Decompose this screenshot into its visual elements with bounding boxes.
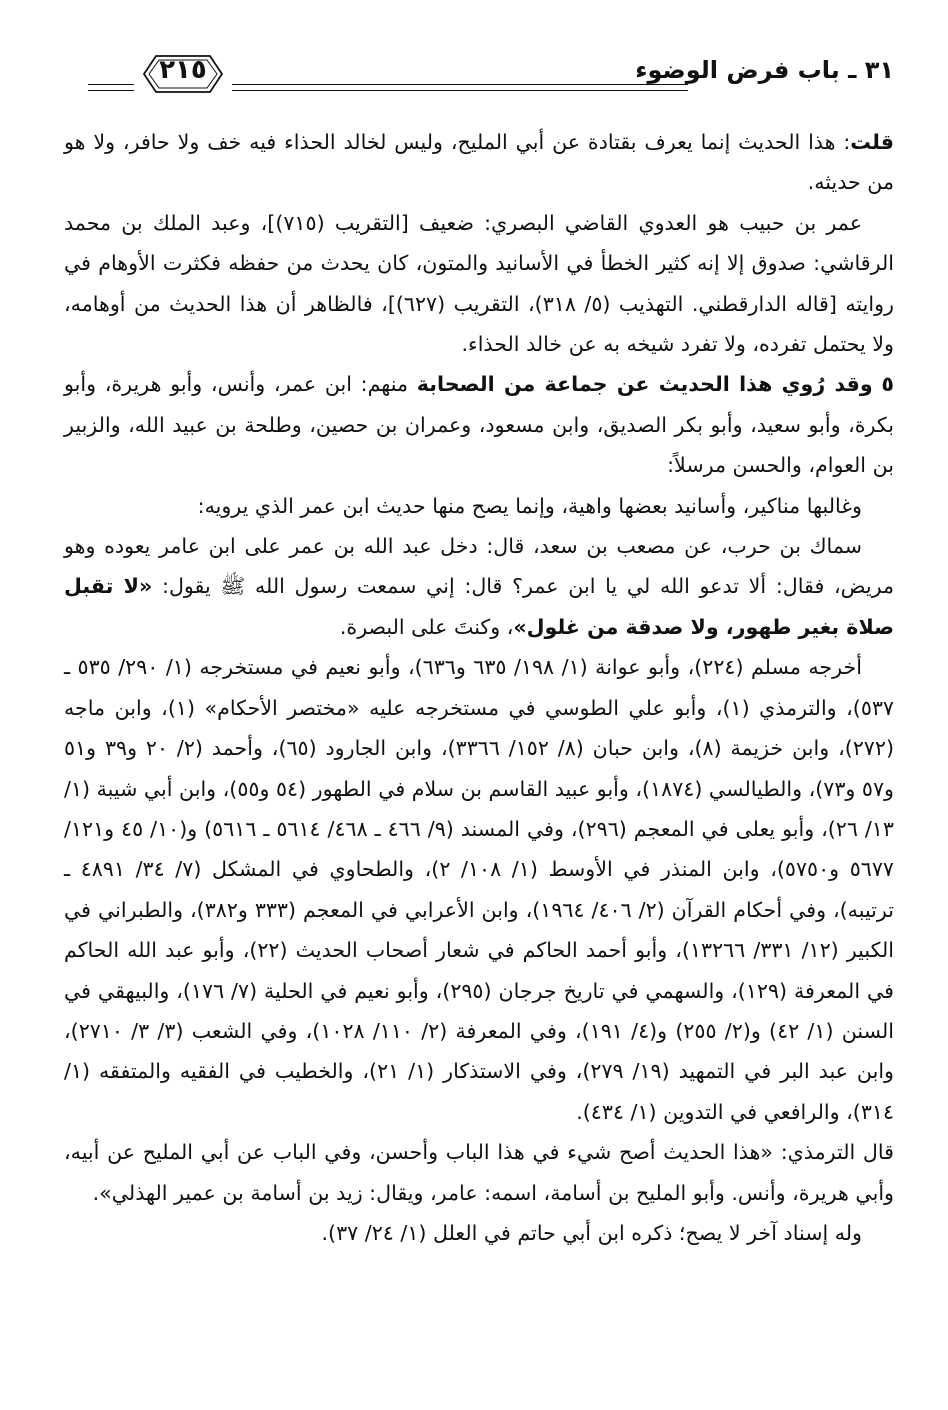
page-header	[88, 52, 894, 100]
bold-lead: وقد رُوي هذا الحديث عن جماعة من الصحابة	[416, 372, 873, 397]
paragraph-text: : هذا الحديث إنما يعرف بقتادة عن أبي المليح، وليس لخالد الحذاء فيه خف ولا حافر، ولا هو من حديثه.	[64, 130, 894, 195]
note-label: قلت	[850, 130, 894, 154]
paragraph	[64, 364, 894, 485]
header-rule	[232, 90, 688, 91]
page-body	[64, 122, 894, 1253]
paragraph: قال الترمذي: «هذا الحديث أصح شيء في هذا الباب وأحسن، وفي الباب عن أبي المليح عن أبيه، وأبي هريرة، وأنس. وأبو المليح بن أسامة، اسمه: عامر، ويقال: زيد بن أسامة بن عمير الهذلي».	[64, 1140, 894, 1205]
paragraph	[64, 526, 894, 647]
page-number-frame	[134, 52, 232, 96]
paragraph: أخرجه مسلم (٢٢٤)، وأبو عوانة (١/ ١٩٨/ ٦٣٥ و٦٣٦)، وأبو نعيم في مستخرجه (١/ ٢٩٠/ ٥٣٥ ـ ٥٣٧)، والترمذي (١)، وأبو علي الطوسي في مستخرجه عليه «مختصر الأحكام» (١)، وابن ماجه (٢٧٢)، وابن خزيمة (٨)، وابن حبان (٨/ ١٥٢/ ٣٣٦٦)، وابن الجارود (٦٥)، وأحمد (٢/ ٢٠ و٣٩ و٥١ و٥٧ و٧٣)، والطيالسي (١٨٧٤)، وأبو عبيد القاسم بن سلام في الطهور (٥٤ و٥٥)، وابن أبي شيبة (١/ ١٣/ ٢٦)، وأبو يعلى في المعجم (٢٩٦)، وفي المسند (٩/ ٤٦٦ ـ ٤٦٨/ ٥٦١٤ ـ ٥٦١٦) و(١٠/ ٤٥ و١٢١/ ٥٦٧٧ و٥٧٥٠)، وابن المنذر في الأوسط (١/ ١٠٨/ ٢)، والطحاوي في المشكل (٧/ ٣٤/ ٤٨٩١ ـ ترتيبه)، وفي أحكام القرآن (٢/ ٤٠٦/ ١٩٦٤)، وابن الأعرابي في المعجم (٣٣٣ و٣٨٢)، والطبراني في الكبير (١٢/ ٣٣١/ ١٣٢٦٦)، وأبو أحمد الحاكم في شعار أصحاب الحديث (٢٢)، وأبو عبد الله الحاكم في المعرفة (١٢٩)، والسهمي في تاريخ جرجان (٢٩٥)، وأبو نعيم في الحلية (٧/ ١٧٦)، والبيهقي في السنن (١/ ٤٢) و(٢/ ٢٥٥) و(٤/ ١٩١)، وفي المعرفة (٢/ ١١٠/ ١٠٢٨)، وفي الشعب (٣/ ٣/ ٢٧١٠)، وابن عبد البر في التمهيد (١٩/ ٢٧٩)، وفي الاستذكار (١/ ٢١)، والخطيب في الفقيه والمتفقه (١/ ٣١٤)، والرافعي في التدوين (١/ ٤٣٤).	[64, 655, 894, 1124]
paragraph-text: سماك بن حرب، عن مصعب بن سعد، قال: دخل عبد الله بن عمر على ابن عامر يعوده وهو مريض، فقال: ألا تدعو الله لي يا ابن عمر؟ قال: إني سمعت رسول الله ﷺ يقول:	[64, 534, 894, 599]
paragraph: وغالبها مناكير، وأسانيد بعضها واهية، وإنما يصح منها حديث ابن عمر الذي يرويه:	[197, 493, 862, 518]
chapter-title: ٣١ ـ باب فرض الوضوء	[635, 56, 894, 84]
hadith-quote: «لا تقبل صلاة بغير طهور، ولا صدقة من غلول»	[64, 574, 894, 639]
page-number: ٢١٥	[159, 55, 207, 85]
paragraph-text: منهم: ابن عمر، وأنس، وأبو هريرة، وأبو بكرة، وأبو سعيد، وأبو بكر الصديق، وابن مسعود، وعمران بن حصين، وطلحة بن عبيد الله، والزبير بن العوام، والحسن مرسلاً:	[64, 372, 894, 478]
paragraph: وله إسناد آخر لا يصح؛ ذكره ابن أبي حاتم في العلل (١/ ٢٤/ ٣٧).	[321, 1220, 862, 1245]
header-rule	[232, 84, 688, 85]
bullet-icon: ٥	[881, 372, 894, 397]
paragraph-text: ، وكنتَ على البصرة.	[339, 614, 514, 639]
paragraph: عمر بن حبيب هو العدوي القاضي البصري: ضعيف [التقريب (٧١٥)]، وعبد الملك بن محمد الرقاشي: صدوق إلا إنه كثير الخطأ في الأسانيد والمتون، كان يحدث من حفظه فكثرت الأوهام في روايته [قاله الدارقطني. التهذيب (٥/ ٣١٨)، التقريب (٦٢٧)]، فالظاهر أن هذا الحديث من أوهامه، ولا يحتمل تفرده، ولا تفرد شيخه به عن خالد الحذاء.	[64, 210, 894, 357]
paragraph	[64, 122, 894, 203]
header-rule	[88, 90, 134, 91]
header-rule	[88, 84, 134, 85]
